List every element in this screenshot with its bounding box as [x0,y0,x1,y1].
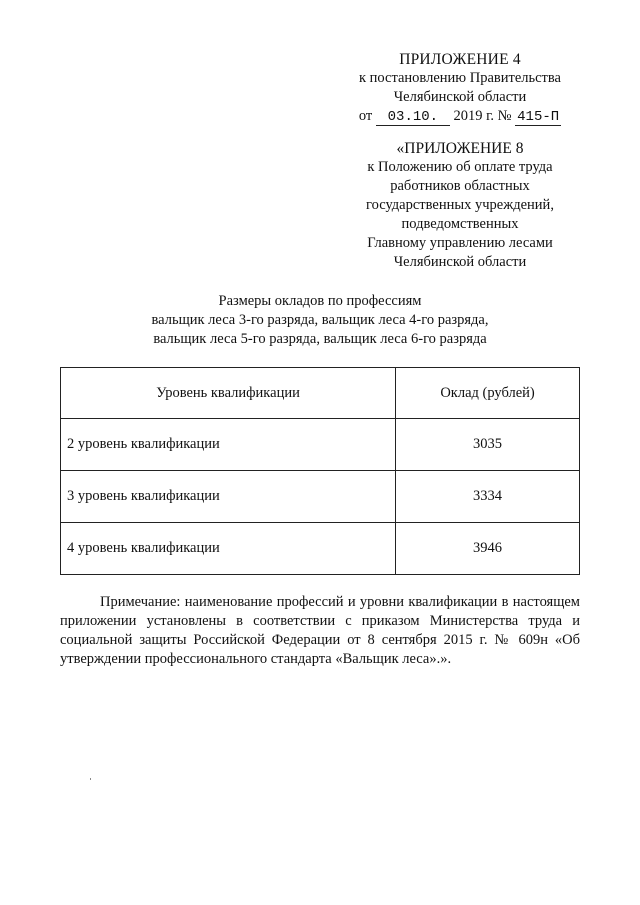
salary-table [60,367,580,575]
appendix-4-header [340,50,580,126]
date-prefix: от [358,108,373,124]
cell-salary: 3946 [396,523,580,575]
appendix-8-line: к Положению об оплате труда [367,159,553,175]
appendix-8-line: работников областных [390,178,530,194]
appendix-4-line-2: Челябинской области [393,89,527,105]
cell-qualification-level: 2 уровень квалификации [61,419,396,471]
appendix-8-line: Челябинской области [393,254,527,270]
appendix-8-line: подведомственных [401,216,519,232]
header-qualification-level: Уровень квалификации [61,368,396,419]
table-row [61,471,580,523]
heading-line: Размеры окладов по профессиям [218,293,422,309]
cell-salary: 3334 [396,471,580,523]
table-row [61,523,580,575]
decree-date-line [340,107,580,126]
note-block [60,593,580,669]
appendix-4-line-1: к постановлению Правительства [359,70,561,86]
document-heading [100,292,540,349]
heading-line: вальщик леса 3-го разряда, вальщик леса 4-го разряда, [151,312,489,328]
appendix-4-title: ПРИЛОЖЕНИЕ 4 [399,51,521,68]
appendix-8-line: Главному управлению лесами [367,235,553,251]
decree-date: 03.10. [376,109,450,126]
appendix-8-title: «ПРИЛОЖЕНИЕ 8 [396,140,524,157]
appendix-8-header [340,139,580,272]
cell-qualification-level: 3 уровень квалификации [61,471,396,523]
header-salary: Оклад (рублей) [396,368,580,419]
decree-number: 415-П [517,109,560,125]
note-text: Примечание: наименование профессий и уровни квалификации в настоящем приложении установлены в соответствии с приказом Министерства труда и социальной защиты Российской Федерации от 8 сентября 2015 г. № 609н «Об утверждении профессионального стандарта «Вальщик леса».». [60,594,580,667]
appendix-8-line: государственных учреждений, [366,197,554,213]
cell-qualification-level: 4 уровень квалификации [61,523,396,575]
table-header-row [61,368,580,419]
cell-salary: 3035 [396,419,580,471]
decree-year: 2019 г. № [453,108,512,124]
table-row [61,419,580,471]
scan-speck [90,778,91,780]
heading-line: вальщик леса 5-го разряда, вальщик леса 6-го разряда [153,331,487,347]
